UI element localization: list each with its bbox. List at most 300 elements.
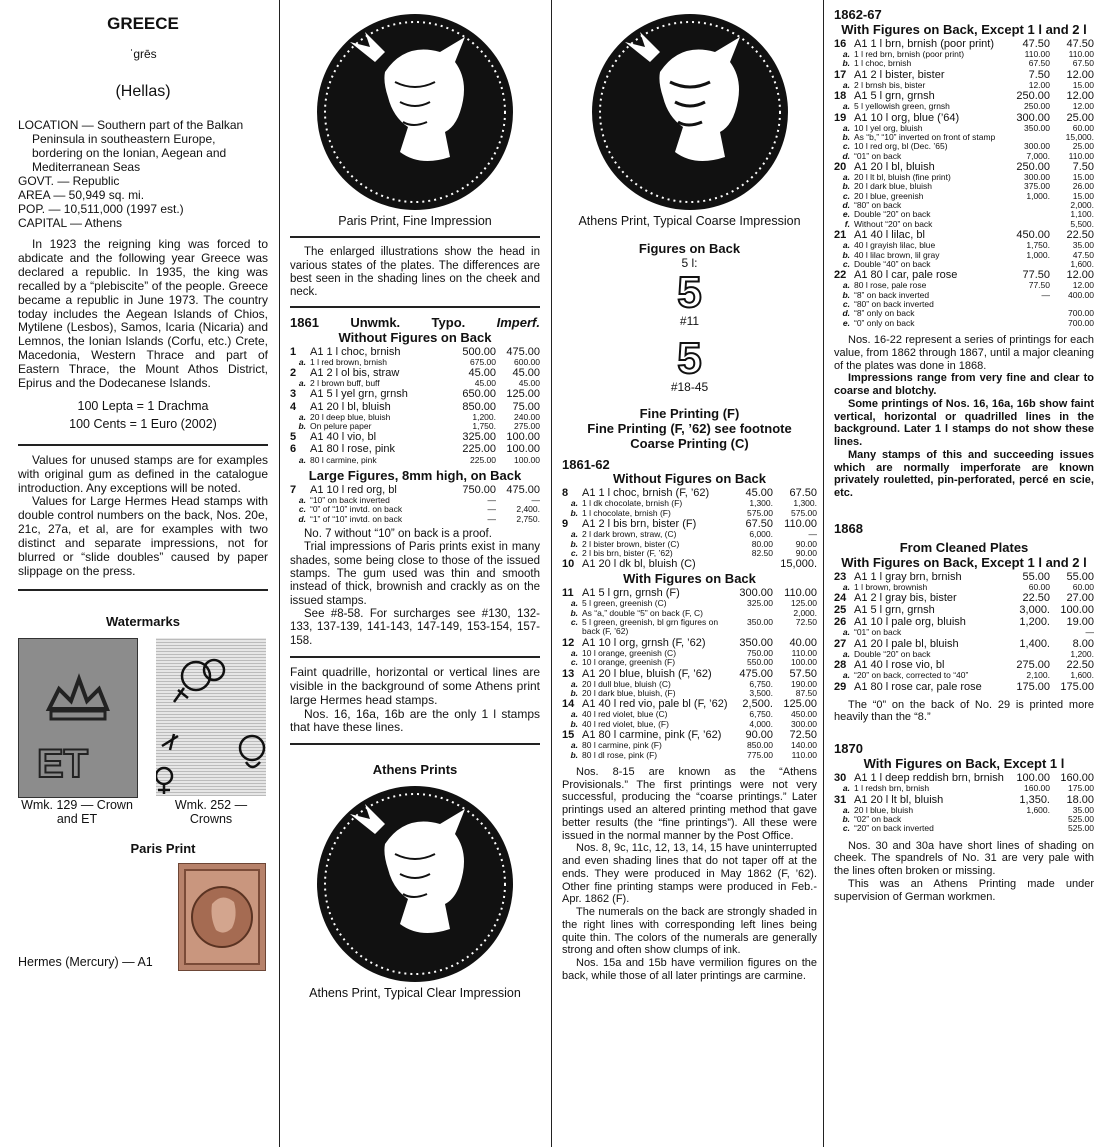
catalog-description: A1 2 l gray bis, bister — [854, 592, 957, 605]
catalog-number: 25 — [834, 604, 847, 617]
catalog-number: a. — [842, 240, 850, 251]
catalog-description: “10” on back inverted — [310, 494, 390, 505]
catalog-row — [834, 592, 1094, 604]
catalog-number: 24 — [834, 592, 847, 605]
athens-coarse-figure — [562, 12, 817, 212]
catalog-subvariety-row — [562, 751, 817, 760]
divider — [18, 444, 268, 446]
value-used: 2,400. — [516, 504, 540, 515]
note-provisionals: Nos. 8-15 are known as the “Athens Provisionals.” The first printings were not very successful, producing the “coarse printings.” Later printings used an altered printing method that gave better results (the “fine printings”). All these were issued in the normal manner by the Post Office. — [562, 765, 817, 842]
value-unused: 2,100. — [1026, 670, 1050, 681]
catalog-number: b. — [842, 131, 850, 142]
printing-head-1: Fine Printing (F) — [639, 405, 740, 421]
catalog-number: 23 — [834, 570, 847, 583]
value-used: 2,000. — [793, 607, 817, 618]
value-used: 525.00 — [1068, 813, 1094, 824]
catalog-description: 20 l dark blue, bluish, (F) — [582, 688, 676, 699]
value-unused: 250.00 — [1024, 101, 1050, 112]
value-unused: 250.00 — [1016, 161, 1050, 173]
value-used: 525.00 — [1068, 823, 1094, 834]
catalog-description: A1 5 l yel grn, grnsh — [310, 388, 408, 401]
value-unused: 475.00 — [739, 667, 773, 680]
catalog-number: 6 — [290, 443, 297, 456]
value-unused: 300.00 — [1024, 141, 1050, 152]
figures-sub: 5 l: — [681, 256, 698, 271]
catalog-row — [834, 112, 1094, 124]
subheading: Large Figures, 8mm high, on Back — [308, 467, 522, 483]
hermes-head-icon — [590, 12, 790, 212]
value-unused — [1006, 220, 1050, 229]
catalog-description: 5 l green, greenish, bl grn figures on back (F, ’62) — [582, 617, 719, 637]
info-capital: CAPITAL — Athens — [18, 215, 123, 230]
catalog-number: b. — [298, 420, 306, 431]
catalog-description: 5 l green, greenish (C) — [582, 598, 667, 609]
catalog-description: A1 40 l red vio, pale bl (F, ’62) — [582, 698, 728, 711]
value-unused: 275.00 — [1016, 659, 1050, 672]
note-numerals: The numerals on the back are strongly shaded in the right lines with corresponding left lines being quite thin. The colors of the numerals are generally strong and often show clumps of ink. — [562, 906, 817, 957]
issue-imperf: Imperf. — [496, 314, 540, 330]
hermes-head-icon — [315, 12, 515, 212]
catalog-subvariety-row — [834, 319, 1094, 328]
pronunciation: ˈgrēs — [129, 46, 157, 61]
hermes-stamp-image — [178, 863, 266, 971]
issue-typo: Typo. — [431, 314, 466, 330]
value-unused: 1,750. — [1026, 240, 1050, 251]
value-unused: 300.00 — [1016, 111, 1050, 124]
value-used: 25.00 — [1066, 111, 1094, 124]
catalog-number: a. — [570, 678, 578, 689]
numeral-caption-18-45: #18-45 — [670, 379, 709, 394]
divider — [290, 306, 540, 308]
catalog-number: c. — [570, 657, 578, 668]
catalog-description: As “b,” “10” inverted on front of stamp — [854, 131, 996, 142]
catalog-description: A1 20 l bl, bluish — [854, 161, 935, 173]
value-used: 450.00 — [791, 709, 817, 720]
value-used: 15.00 — [1072, 79, 1094, 90]
catalog-number: b. — [570, 607, 578, 618]
catalog-description: Double “20” on back — [854, 209, 931, 220]
value-used: 575.00 — [791, 507, 817, 518]
catalog-number: a. — [570, 529, 578, 540]
catalog-subvariety-row — [290, 515, 540, 524]
divider — [290, 656, 540, 658]
value-unused: 22.50 — [1022, 592, 1050, 605]
value-unused: 12.00 — [1028, 79, 1050, 90]
catalog-description: 2 l bister brown, bister (C) — [582, 538, 680, 549]
value-used: 26.00 — [1072, 181, 1094, 192]
value-unused: 850.00 — [747, 740, 773, 751]
value-unused: 175.00 — [1016, 680, 1050, 693]
catalog-description: A1 1 l brn, brnish (poor print) — [854, 37, 995, 50]
value-used: 18.00 — [1066, 793, 1094, 806]
catalog-number: a. — [842, 581, 850, 592]
catalog-number: c. — [842, 299, 850, 310]
catalog-description: A1 20 l blue, bluish (F, ’62) — [582, 667, 712, 680]
value-used: 175.00 — [1068, 783, 1094, 794]
value-unused: 575.00 — [747, 507, 773, 518]
catalog-subvariety-row — [834, 650, 1094, 659]
catalog-table-1862-67 — [834, 38, 1094, 328]
catalog-description: 20 l blue, bluish — [854, 804, 914, 815]
catalog-row — [290, 431, 540, 443]
value-used: 15,000. — [780, 558, 817, 571]
note-trial: Trial impressions of Paris prints exist in many shades, some being close to those of the issued stamps. The gum used was thin and smooth instead of thick, brownish and crackly as on the issued stamps. — [290, 541, 540, 607]
catalog-number: 30 — [834, 772, 847, 785]
issue-year: 1861 — [290, 314, 319, 330]
value-unused: 375.00 — [1024, 181, 1050, 192]
column-4 — [834, 0, 1094, 1147]
value-unused: 45.00 — [474, 378, 496, 389]
catalog-description: 2 l brnsh bis, bister — [854, 79, 926, 90]
value-unused: 350.00 — [1024, 122, 1050, 133]
note-shading: Nos. 8, 9c, 11c, 12, 13, 14, 15 have uninterrupted and even shading lines that do not taper off at the ends. They were produced in May 1862 (F, ’62). Other fine printing stamps were produced in Feb.-Apr. 1862 (F). — [562, 842, 817, 906]
catalog-description: As “a,” double “5” on back (F, C) — [582, 607, 703, 618]
value-unused: 775.00 — [747, 749, 773, 760]
catalog-subvariety-row — [834, 583, 1094, 592]
catalog-number: 29 — [834, 680, 847, 693]
catalog-description: “0” only on back — [854, 317, 915, 328]
value-used: 1,600. — [1070, 258, 1094, 269]
value-used: 60.00 — [1072, 581, 1094, 592]
value-used: 700.00 — [1068, 308, 1094, 319]
catalog-description: 10 l red org, bl (Dec. ’65) — [854, 141, 948, 152]
value-unused — [1006, 201, 1050, 210]
quadrille-note-2: Nos. 16, 16a, 16b are the only 1 l stamps that have these lines. — [290, 706, 540, 735]
value-unused: 1,000. — [1026, 249, 1050, 260]
issue-unwmk: Unwmk. — [350, 314, 401, 330]
catalog-number: c. — [842, 823, 850, 834]
catalog-description: 2 l bis brn, bister (F, ’62) — [582, 547, 673, 558]
catalog-subvariety-row — [834, 784, 1094, 793]
value-unused: 67.50 — [745, 518, 773, 531]
country-title: GREECE — [107, 14, 179, 33]
value-used: 475.00 — [506, 345, 540, 358]
value-unused: 325.00 — [747, 598, 773, 609]
catalog-description: A1 10 l pale org, bluish — [854, 616, 966, 629]
catalog-number: b. — [842, 813, 850, 824]
catalog-number: a. — [298, 411, 306, 422]
catalog-description: “80” on back — [854, 200, 902, 211]
value-used: 27.00 — [1066, 592, 1094, 605]
value-used: 600.00 — [514, 356, 540, 367]
catalog-description: 1 l choc, brnish — [854, 58, 912, 69]
catalog-number: b. — [842, 181, 850, 192]
value-used: 15,000. — [1065, 131, 1094, 142]
value-unused: 45.00 — [745, 487, 773, 500]
value-used: 35.00 — [1072, 804, 1094, 815]
catalog-description: A1 20 l pale bl, bluish — [854, 637, 959, 650]
subheading: With Figures on Back, Except 1 l and 2 l — [841, 554, 1087, 570]
value-unused — [1006, 815, 1050, 824]
catalog-description: A1 80 l rose, pink — [310, 443, 395, 456]
alt-name: (Hellas) — [115, 83, 171, 101]
numeral-5-fine: 5 — [677, 268, 702, 318]
catalog-number: a. — [842, 648, 850, 659]
value-used: 5,500. — [1070, 218, 1094, 229]
catalog-number: c. — [298, 504, 306, 515]
catalog-description: “80” on back inverted — [854, 299, 934, 310]
catalog-number: a. — [570, 647, 578, 658]
value-used: 2,000. — [1070, 200, 1094, 211]
value-used: 47.50 — [1066, 37, 1094, 50]
catalog-number: 14 — [562, 698, 575, 711]
catalog-subvariety-row — [834, 628, 1094, 637]
year-heading: 1862-67 — [834, 7, 882, 22]
value-unused: 350.00 — [747, 617, 773, 628]
quadrille-note: Faint quadrille, horizontal or vertical lines are visible in the background of some Athens print large Hermes head stamps. — [290, 664, 540, 707]
note-no29: The “0” on the back of No. 29 is printed more heavily than the “8.” — [834, 698, 1094, 724]
catalog-number: 28 — [834, 659, 847, 672]
history-text: In 1923 the reigning king was forced to abdicate and the following year Greece was declared a republic. In 1935, the king was recalled by a “plebiscite” of the people. Greece became a republic in June 1973. The country today includes the Aegean Islands of Chios, Mytilene (Lesbos), Samos, Icaria (Nicaria) and Lemnos, the Ionian Islands (Corfu, etc.) Crete, Macedonia, Western Thrace and part of Eastern Thrace, the Mount Athos District, Epirus and the Dodecanese Islands. — [18, 236, 268, 391]
catalog-number: 18 — [834, 90, 847, 103]
value-used: 100.00 — [506, 443, 540, 456]
figures-on-back-title: Figures on Back — [638, 241, 741, 257]
wmk-129-caption: Wmk. 129 — Crown and ET — [21, 797, 133, 827]
value-unused: 650.00 — [462, 388, 496, 401]
value-used: 90.00 — [795, 547, 817, 558]
watermark-figures — [18, 638, 268, 798]
value-unused: 225.00 — [470, 454, 496, 465]
catalog-number: a. — [842, 804, 850, 815]
value-used: 12.00 — [1066, 90, 1094, 103]
catalog-description: A1 80 l rose car, pale rose — [854, 680, 982, 693]
catalog-description: 20 l dark blue, bluish — [854, 181, 932, 192]
catalog-description: 1 l chocolate, brnish (F) — [582, 507, 671, 518]
value-used: 110.00 — [1068, 48, 1094, 59]
catalog-description: A1 20 l lt bl, bluish — [854, 793, 944, 806]
value-used: 275.00 — [514, 420, 540, 431]
column-1 — [18, 0, 268, 1147]
catalog-number: a. — [570, 740, 578, 751]
paris-print-title: Paris Print — [130, 840, 196, 856]
catalog-number: a. — [842, 670, 850, 681]
value-unused — [1006, 824, 1050, 833]
catalog-description: Without “20” on back — [854, 218, 933, 229]
catalog-number: a. — [298, 378, 306, 389]
values-note-1: Values for unused stamps are for examples with original gum as defined in the catalogue introduction. Any exceptions will be noted. — [18, 452, 268, 495]
catalog-subvariety-row — [562, 509, 817, 518]
catalog-subvariety-row — [290, 379, 540, 388]
value-used: 700.00 — [1068, 317, 1094, 328]
value-used: 110.00 — [791, 749, 817, 760]
value-unused: 1,750. — [472, 420, 496, 431]
catalog-description: 1 l dk chocolate, brnish (F) — [582, 498, 683, 509]
catalog-number: 27 — [834, 637, 847, 650]
subheading: Without Figures on Back — [613, 471, 766, 487]
catalog-subvariety-row — [290, 358, 540, 367]
wmk-252-image — [156, 638, 266, 796]
value-unused: 77.50 — [1028, 280, 1050, 291]
value-unused: 6,750. — [749, 678, 773, 689]
catalog-number: f. — [844, 218, 850, 229]
column-3 — [562, 0, 817, 1147]
value-unused: 3,000. — [1019, 604, 1050, 617]
value-used: 22.50 — [1066, 229, 1094, 242]
value-unused — [1006, 628, 1050, 637]
value-used: 12.00 — [1072, 280, 1094, 291]
note-proof: No. 7 without “10” on back is a proof. — [304, 527, 492, 540]
divider — [18, 589, 268, 591]
catalog-row — [290, 346, 540, 358]
catalog-description: On pelure paper — [310, 420, 372, 431]
paris-fine-caption: Paris Print, Fine Impression — [338, 214, 492, 228]
value-used: 100.00 — [791, 657, 817, 668]
value-used: 12.00 — [1072, 101, 1094, 112]
catalog-description: 20 l lt bl, bluish (fine print) — [854, 172, 951, 183]
value-unused: — — [487, 494, 496, 505]
catalog-number: 9 — [562, 518, 569, 531]
value-used: 67.50 — [789, 487, 817, 500]
catalog-description: 10 l orange, greenish (F) — [582, 657, 676, 668]
intro-text: The enlarged illustrations show the head in various states of the plates. The differences are best seen in the shading lines on the cheek and neck. — [290, 246, 540, 299]
value-unused: 3,500. — [749, 688, 773, 699]
value-unused: 80.00 — [751, 538, 773, 549]
catalog-description: A1 80 l carmine, pink (F, ’62) — [582, 729, 722, 742]
catalog-description: “8” only on back — [854, 308, 915, 319]
value-used: 12.00 — [1066, 269, 1094, 282]
subheading: From Cleaned Plates — [899, 539, 1029, 555]
catalog-number: a. — [570, 498, 578, 509]
value-unused — [1006, 210, 1050, 219]
catalog-description: A1 80 l car, pale rose — [854, 269, 958, 282]
value-used: 125.00 — [791, 598, 817, 609]
catalog-number: c. — [842, 190, 850, 201]
athens-coarse-caption: Athens Print, Typical Coarse Impression — [578, 214, 801, 228]
catalog-number: d. — [842, 200, 850, 211]
catalog-subvariety-row — [834, 102, 1094, 111]
value-unused: 110.00 — [1024, 48, 1050, 59]
issue-header — [290, 316, 540, 331]
value-used: 72.50 — [795, 617, 817, 628]
value-used: 67.50 — [1072, 58, 1094, 69]
catalog-description: 80 l carmine, pink (F) — [582, 740, 662, 751]
catalog-description: 1 l brown, brownish — [854, 581, 928, 592]
value-unused: 6,750. — [749, 709, 773, 720]
value-used: 140.00 — [791, 740, 817, 751]
value-used: 175.00 — [1060, 680, 1094, 693]
catalog-subvariety-row — [834, 671, 1094, 680]
value-unused: 90.00 — [745, 729, 773, 742]
catalog-description: 80 l rose, pale rose — [854, 280, 927, 291]
catalog-subvariety-row — [562, 689, 817, 698]
value-used: 45.00 — [518, 378, 540, 389]
value-unused — [1006, 260, 1050, 269]
subheading: Without Figures on Back — [338, 329, 492, 345]
catalog-table-1868 — [834, 571, 1094, 693]
value-unused: 750.00 — [747, 647, 773, 658]
value-used: 8.00 — [1072, 637, 1094, 650]
catalog-subvariety-row — [834, 59, 1094, 68]
note-faint-lines: Some printings of Nos. 16, 16a, 16b show faint vertical, horizontal or quadrilled lines in the background. Later 1 l stamps do not show these lines. — [834, 397, 1094, 449]
value-unused: 500.00 — [462, 345, 496, 358]
value-unused: 82.50 — [751, 547, 773, 558]
catalog-description: “20” on back, corrected to “40” — [854, 670, 969, 681]
hermes-head-icon — [315, 784, 515, 984]
catalog-row — [562, 668, 817, 680]
note-printings: Nos. 16-22 represent a series of printings for each value, from 1862 through 1867, until a major cleaning of the plates was done in 1868. — [834, 334, 1094, 372]
value-used: 300.00 — [791, 718, 817, 729]
catalog-number: 17 — [834, 68, 847, 81]
value-unused: 325.00 — [462, 431, 496, 444]
catalog-description: A1 2 l bis brn, bister (F) — [582, 518, 697, 531]
value-unused — [1006, 319, 1050, 328]
value-unused: 750.00 — [462, 483, 496, 496]
numeral-5-coarse: 5 — [677, 333, 702, 383]
catalog-subvariety-row — [834, 260, 1094, 269]
catalog-description: A1 40 l rose vio, bl — [854, 659, 945, 672]
value-unused: 1,000. — [1026, 190, 1050, 201]
catalog-number: 11 — [562, 587, 574, 600]
subheading: With Figures on Back, Except 1 l and 2 l — [841, 21, 1087, 37]
value-used: 1,300. — [793, 498, 817, 509]
catalog-number: d. — [842, 308, 850, 319]
catalog-number: 21 — [834, 229, 847, 242]
catalog-description: 80 l dl rose, pink (F) — [582, 749, 658, 760]
value-unused: 7.50 — [1028, 68, 1050, 81]
catalog-number: 26 — [834, 616, 847, 629]
value-unused — [729, 558, 773, 570]
value-used: 110.00 — [791, 647, 817, 658]
catalog-description: A1 1 l gray brn, brnish — [854, 570, 962, 583]
year-heading: 1861-62 — [562, 456, 610, 472]
catalog-description: 80 l carmine, pink — [310, 454, 377, 465]
value-unused — [1006, 300, 1050, 309]
info-location: LOCATION — Southern part of the Balkan Peninsula in southeastern Europe, bordering on the Ionian, Aegean and Mediterranean Seas — [18, 117, 244, 174]
catalog-number: c. — [570, 547, 578, 558]
note-rouletted: Many stamps of this and succeeding issues which are normally imperforate are known privately rouletted, pin-perforated, percé en scie, etc. — [834, 448, 1094, 500]
catalog-description: 40 l red violet, blue (C) — [582, 709, 668, 720]
catalog-number: 3 — [290, 388, 297, 401]
catalog-number: 12 — [562, 636, 575, 649]
value-used: 15.00 — [1072, 172, 1094, 183]
catalog-number: b. — [570, 718, 578, 729]
divider — [290, 743, 540, 745]
catalog-row — [562, 558, 817, 570]
value-unused: 2,500. — [742, 698, 773, 711]
catalog-description: 2 l dark brown, straw, (C) — [582, 529, 677, 540]
catalog-table-1861-62-figs — [562, 587, 817, 760]
value-used: 15.00 — [1072, 190, 1094, 201]
numeral-caption-11: #11 — [679, 314, 700, 329]
value-used: 87.50 — [795, 688, 817, 699]
catalog-number: b. — [842, 289, 850, 300]
value-unused: 67.50 — [1028, 58, 1050, 69]
info-pop: POP. — 10,511,000 (1997 est.) — [18, 201, 184, 216]
catalog-description: A1 10 l org, blue (’64) — [854, 111, 960, 124]
note-impressions: Impressions range from very fine and clear to coarse and blotchy. — [834, 372, 1094, 398]
printing-head-3: Coarse Printing (C) — [630, 435, 749, 451]
catalog-number: a. — [842, 101, 850, 112]
value-unused: 60.00 — [1028, 581, 1050, 592]
athens-clear-caption: Athens Print, Typical Clear Impression — [309, 986, 521, 1001]
catalog-description: Double “20” on back — [854, 648, 931, 659]
catalog-description: “01” on back — [854, 150, 902, 161]
catalog-number: a. — [842, 627, 850, 638]
catalog-subvariety-row — [834, 152, 1094, 161]
value-unused: 850.00 — [462, 400, 496, 413]
value-used: 125.00 — [783, 698, 817, 711]
value-unused: 1,200. — [1019, 616, 1050, 629]
value-used: 240.00 — [514, 411, 540, 422]
catalog-description: “20” on back inverted — [854, 823, 934, 834]
wmk-252-caption: Wmk. 252 — Crowns — [174, 797, 248, 827]
value-used: 110.00 — [1068, 150, 1094, 161]
catalog-subvariety-row — [834, 824, 1094, 833]
catalog-number: a. — [842, 48, 850, 59]
catalog-description: 2 l brown buff, buff — [310, 378, 380, 389]
value-unused: 1,300. — [749, 498, 773, 509]
catalog-description: 20 l deep blue, bluish — [310, 411, 391, 422]
